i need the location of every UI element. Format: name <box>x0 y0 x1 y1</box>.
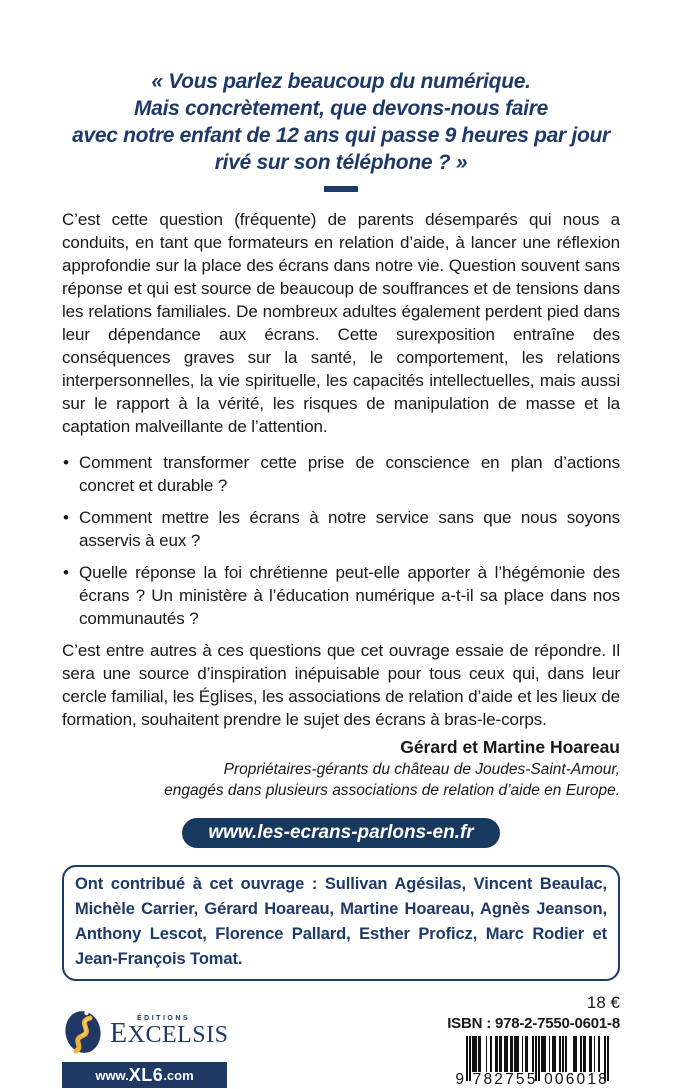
author-role-line: Propriétaires-gérants du château de Joudes-Saint-Amour, <box>223 761 620 778</box>
xl6-suffix: .com <box>163 1067 194 1083</box>
editions-label: ÉDITIONS <box>137 1014 191 1022</box>
publisher-block <box>62 1005 227 1088</box>
question-item: • Comment mettre les écrans à notre service sans que nous soyons asservis à eux ? <box>62 506 620 552</box>
website-pill-wrap <box>62 818 620 848</box>
xl6-name: XL6 <box>128 1064 164 1085</box>
excelsis-logo-icon <box>62 1005 104 1055</box>
quote-line: rivé sur son téléphone ? » <box>214 151 468 174</box>
isbn-block <box>447 993 620 1089</box>
author-block <box>62 736 620 801</box>
book-back-cover <box>0 68 682 1088</box>
author-name: Gérard et Martine Hoareau <box>400 737 620 757</box>
publisher-name: EXCELSIS <box>110 1017 229 1049</box>
xl6-website-link[interactable] <box>62 1062 227 1088</box>
intro-paragraph: C’est cette question (fréquente) de parents désemparés qui nous a conduits, en tant que formateurs en relation d’aide, à lancer une réflexion approfondie sur la place des écrans dans notre vie. Question souvent sans réponse et qui est source de beaucoup de souffrances et de tensions dans les relations familiales. De nombreux adultes également perdent pied dans leur dépendance aux écrans. Cette surexposition entraîne des conséquences graves sur la santé, le comportement, les relations interpersonnelles, la vie spirituelle, les capacités intellectuelles, mais aussi sur le rapport à la vérité, les risques de manipulation de masse et la captation malveillante de l’attention. <box>62 210 620 436</box>
barcode <box>455 1036 620 1089</box>
quote-divider <box>324 186 358 192</box>
price-label: 18 € <box>586 993 620 1012</box>
question-item: • Comment transformer cette prise de conscience en plan d’actions concret et durable ? <box>62 451 620 497</box>
contributors-text: Ont contribué à cet ouvrage : Sullivan Agésilas, Vincent Beaulac, Michèle Carrier, Gérard Hoareau, Martine Hoareau, Agnès Jeanson, Anthony Lescot, Florence Pallard, Esther Proficz, Marc Rodier et Jean-François Tomat. <box>75 875 607 968</box>
question-list <box>62 451 620 630</box>
quote-line: « Vous parlez beaucoup du numérique. <box>151 70 531 93</box>
contributors-box <box>62 865 620 981</box>
closing-paragraph: C’est entre autres à ces questions que cet ouvrage essaie de répondre. Il sera une source d’inspiration inépuisable pour tous ceux qui, dans leur cercle familial, les Églises, les associations de relation d’aide et les lieux de formation, souhaitent prendre le sujet des écrans à bras-le-corps. <box>62 641 620 729</box>
website-link[interactable]: www.les-ecrans-parlons-en.fr <box>182 818 499 848</box>
isbn-label: ISBN : 978-2-7550-0601-8 <box>447 1015 620 1032</box>
author-role-line: engagés dans plusieurs associations de relation d’aide en Europe. <box>164 782 620 799</box>
quote-block <box>62 68 620 176</box>
barcode-digits: 9 782755 006018 <box>455 1071 609 1088</box>
xl6-prefix: www. <box>95 1067 129 1083</box>
question-item: • Quelle réponse la foi chrétienne peut-elle apporter à l’hégémonie des écrans ? Un ministère à l’éducation numérique a-t-il sa place dans nos communautés ? <box>62 561 620 630</box>
footer <box>62 993 620 1089</box>
quote-line: Mais concrètement, que devons-nous faire <box>134 97 548 120</box>
quote-line: avec notre enfant de 12 ans qui passe 9 heures par jour <box>72 124 610 147</box>
